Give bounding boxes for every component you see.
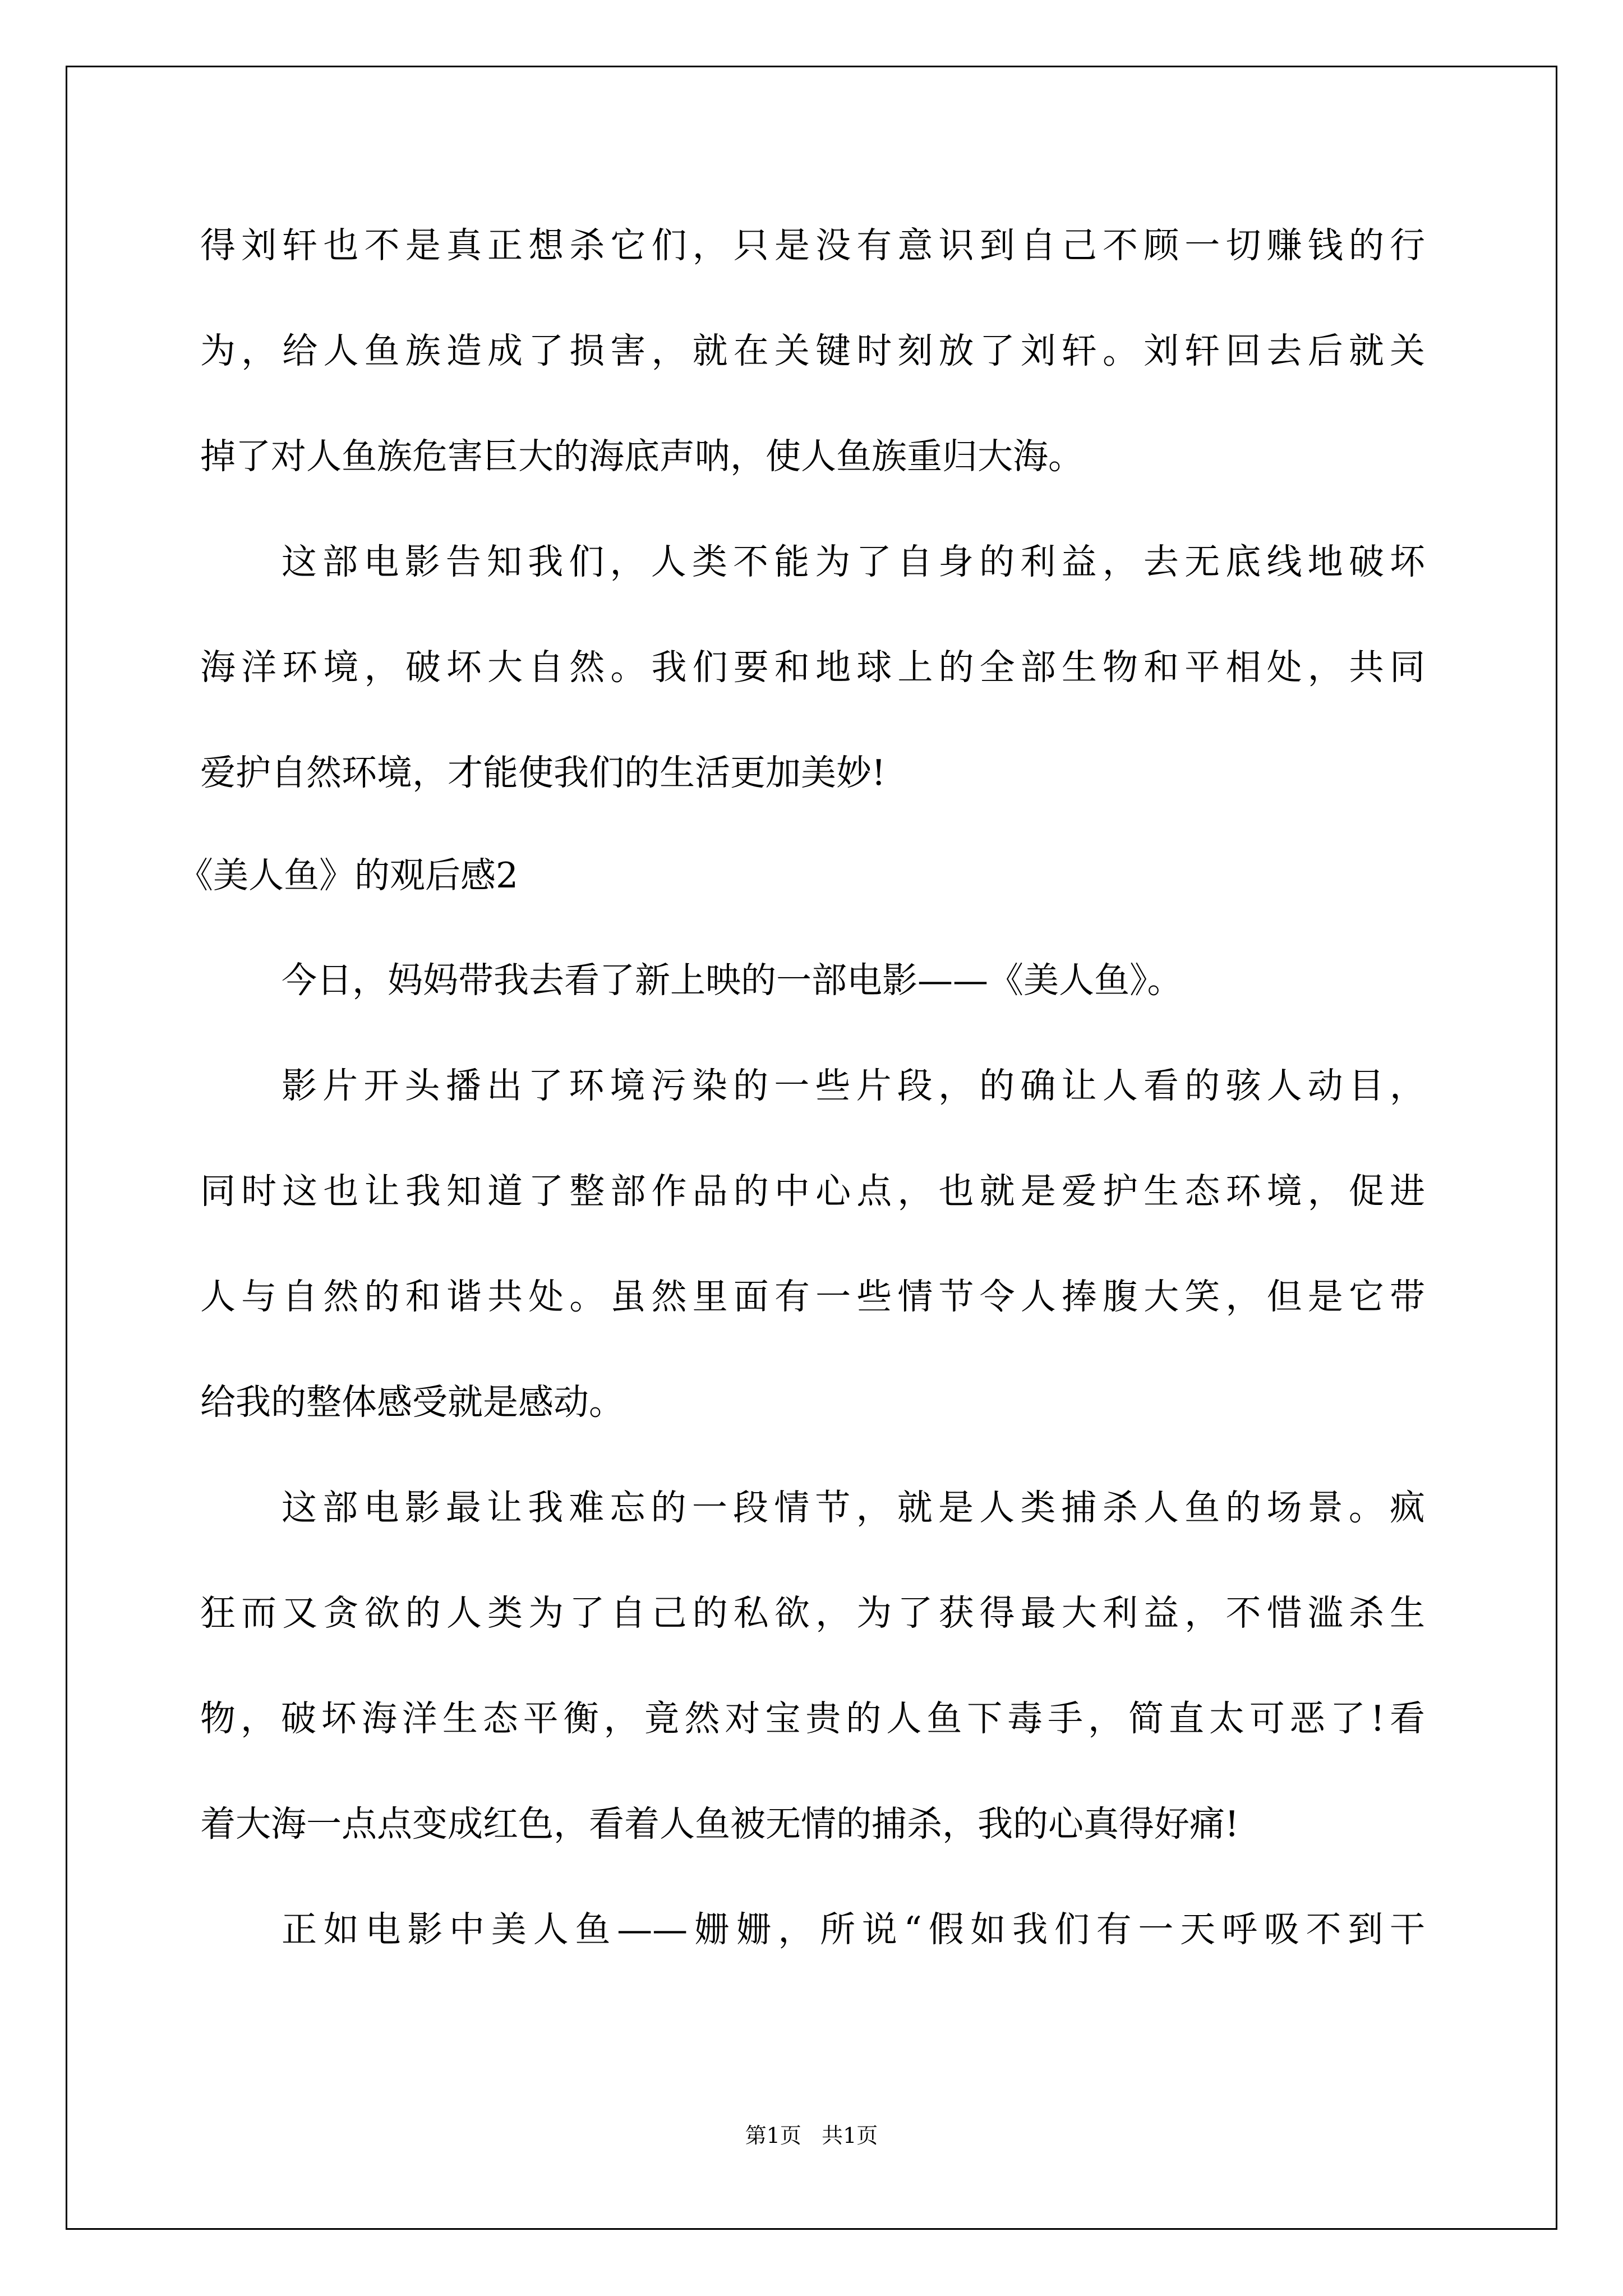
text-line: 爱护自然环境，才能使我们的生活更加美妙! (200, 752, 886, 793)
paragraph-first-line: 这部电影最让我难忘的一段情节，就是人类捕杀人鱼的场景。疯 (282, 1487, 1425, 1528)
text-line: 同时这也让我知道了整部作品的中心点，也就是爱护生态环境，促进 (200, 1171, 1425, 1212)
text-line: 得刘轩也不是真正想杀它们，只是没有意识到自己不顾一切赚钱的行 (200, 225, 1425, 266)
page-number: 第1页 共1页 (745, 2123, 878, 2148)
text-line: 海洋环境，破坏大自然。我们要和地球上的全部生物和平相处，共同 (200, 647, 1425, 688)
text-line: 人与自然的和谐共处。虽然里面有一些情节令人捧腹大笑，但是它带 (200, 1276, 1425, 1317)
paragraph-first-line: 今日，妈妈带我去看了新上映的一部电影——《美人鱼》。 (282, 960, 1183, 1001)
text-line: 着大海一点点变成红色，看着人鱼被无情的捕杀，我的心真得好痛! (200, 1803, 1239, 1844)
text-line: 狂而又贪欲的人类为了自己的私欲，为了获得最大利益，不惜滥杀生 (200, 1593, 1425, 1634)
text-line: 给我的整体感受就是感动。 (200, 1382, 624, 1423)
text-line: 为，给人鱼族造成了损害，就在关键时刻放了刘轩。刘轩回去后就关 (200, 330, 1425, 371)
text-line: 物，破坏海洋生态平衡，竟然对宝贵的人鱼下毒手，简直太可恶了!看 (200, 1698, 1425, 1739)
text-line: 掉了对人鱼族危害巨大的海底声呐，使人鱼族重归大海。 (200, 436, 1083, 477)
paragraph-first-line: 正如电影中美人鱼——姗姗，所说“假如我们有一天呼吸不到干 (282, 1909, 1425, 1950)
paragraph-first-line: 这部电影告知我们，人类不能为了自身的利益，去无底线地破坏 (282, 541, 1425, 582)
paragraph-first-line: 影片开头播出了环境污染的一些片段，的确让人看的骇人动目， (282, 1065, 1425, 1106)
section-heading: 《美人鱼》的观后感2 (178, 855, 519, 896)
